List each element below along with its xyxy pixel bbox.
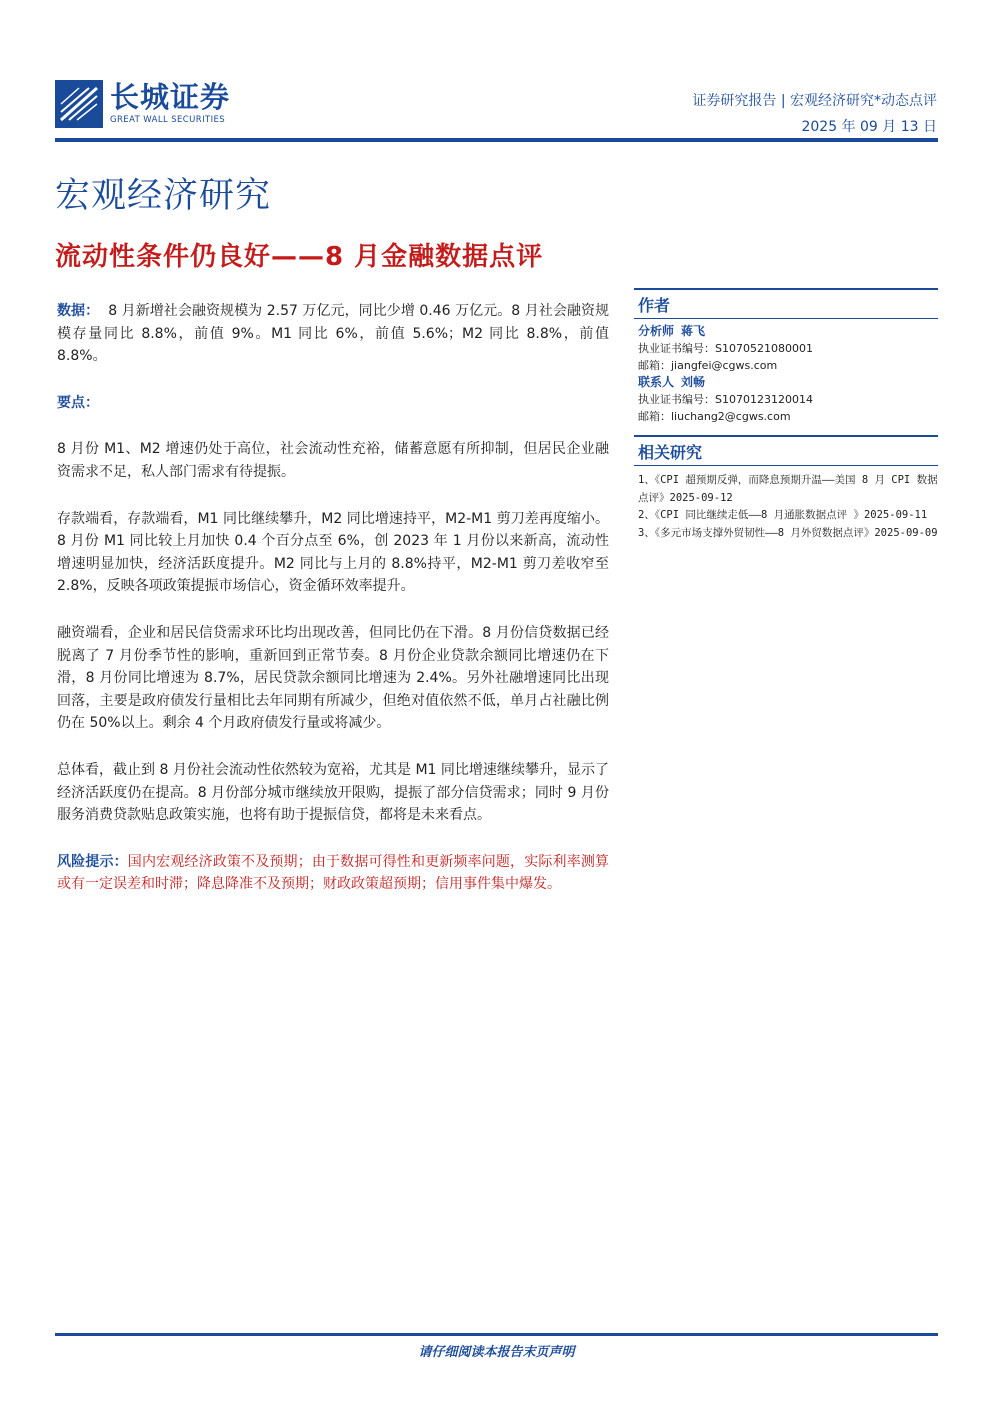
report-date: 2025 年 09 月 13 日 xyxy=(801,119,937,135)
great-wall-logo-icon xyxy=(55,80,103,128)
risk-label: 风险提示： xyxy=(57,853,128,870)
contact-email[interactable]: 邮箱：liuchang2@cgws.com xyxy=(638,410,791,423)
authors-heading: 作者 xyxy=(634,288,938,319)
contact-cert: 执业证书编号：S1070123120014 xyxy=(638,393,813,406)
analyst-name: 蒋飞 xyxy=(681,324,706,338)
section-title: 宏观经济研究 xyxy=(55,176,272,216)
body-paragraph: 存款端看，存款端看，M1 同比继续攀升，M2 同比增速持平，M2-M1 剪刀差再度缩小。8 月份 M1 同比较上月加快 0.4 个百分点至 6%，创 2023 年 1 月份以来新高，流动性增速明显加快，经济活跃度提升。M2 同比与上月的 8.8%持平，M2-M1 剪刀差收窄至 2.8%，反映各项政策提振市场信心，资金循环效率提升。 xyxy=(57,510,609,595)
body-paragraph: 总体看，截止到 8 月份社会流动性依然较为宽裕，尤其是 M1 同比增速继续攀升，显示了经济活跃度仍在提高。8 月份部分城市继续放开限购，提振了部分信贷需求；同时 9 月份服务消费贷款贴息政策实施，也将有助于提振信贷，都将是未来看点。 xyxy=(57,761,609,824)
body-paragraph: 8 月份 M1、M2 增速仍处于高位，社会流动性充裕，储蓄意愿有所抑制，但居民企业融资需求不足，私人部门需求有待提振。 xyxy=(57,441,609,480)
main-content xyxy=(57,300,609,920)
related-item[interactable]: 1、《CPI 超预期反弹，而降息预期升温——美国 8 月 CPI 数据点评》2025-09-12 xyxy=(638,474,938,504)
keypoints-label: 要点： xyxy=(57,394,99,411)
data-label: 数据： xyxy=(57,303,100,319)
analyst-line xyxy=(638,323,938,340)
analyst-cert: 执业证书编号：S1070521080001 xyxy=(638,342,813,355)
contact-name: 刘畅 xyxy=(681,375,706,389)
analyst-role: 分析师 xyxy=(638,324,675,338)
sidebar xyxy=(634,288,938,542)
related-list xyxy=(634,466,938,542)
header-divider xyxy=(55,138,938,142)
data-text: 8 月新增社会融资规模为 2.57 万亿元，同比少增 0.46 万亿元。8 月社会融资规模存量同比 8.8%，前值 9%。M1 同比 6%，前值 5.6%；M2 同比 8.8%，前值 8.8%。 xyxy=(57,303,610,365)
footer-disclaimer: 请仔细阅读本报告末页声明 xyxy=(418,1345,575,1360)
authors-block xyxy=(634,319,938,425)
related-item[interactable]: 2、《CPI 同比继续走低——8 月通胀数据点评 》2025-09-11 xyxy=(638,509,928,521)
footer-divider xyxy=(55,1333,938,1336)
report-category: 证券研究报告 | 宏观经济研究*动态点评 xyxy=(692,93,937,109)
body-paragraph: 融资端看，企业和居民信贷需求环比均出现改善，但同比仍在下滑。8 月份信贷数据已经脱离了 7 月份季节性的影响，重新回到正常节奏。8 月份企业贷款余额同比增速仍在下滑，8 月份同比增速为 8.7%，居民贷款余额同比增速为 2.4%。另外社融增速同比出现回落，主要是政府债发行量相比去年同期有所减少，但绝对值依然不低，单月占社融比例仍在 50%以上。剩余 4 个月政府债发行量或将减少。 xyxy=(57,624,609,732)
risk-paragraph xyxy=(57,851,609,896)
logo-english-text: GREAT WALL SECURITIES xyxy=(110,115,226,125)
related-heading: 相关研究 xyxy=(634,435,938,466)
related-item[interactable]: 3、《多元市场支撑外贸韧性——8 月外贸数据点评》2025-09-09 xyxy=(638,526,938,539)
data-paragraph xyxy=(57,300,609,368)
risk-text: 国内宏观经济政策不及预期；由于数据可得性和更新频率问题，实际利率测算或有一定误差和时滞；降息降准不及预期；财政政策超预期；信用事件集中爆发。 xyxy=(57,853,610,893)
contact-line xyxy=(638,374,938,391)
logo-text: 长城证券 xyxy=(110,80,231,114)
contact-role: 联系人 xyxy=(638,375,675,389)
analyst-email[interactable]: 邮箱：jiangfei@cgws.com xyxy=(638,359,778,372)
report-title: 流动性条件仍良好——8 月金融数据点评 xyxy=(55,242,544,272)
